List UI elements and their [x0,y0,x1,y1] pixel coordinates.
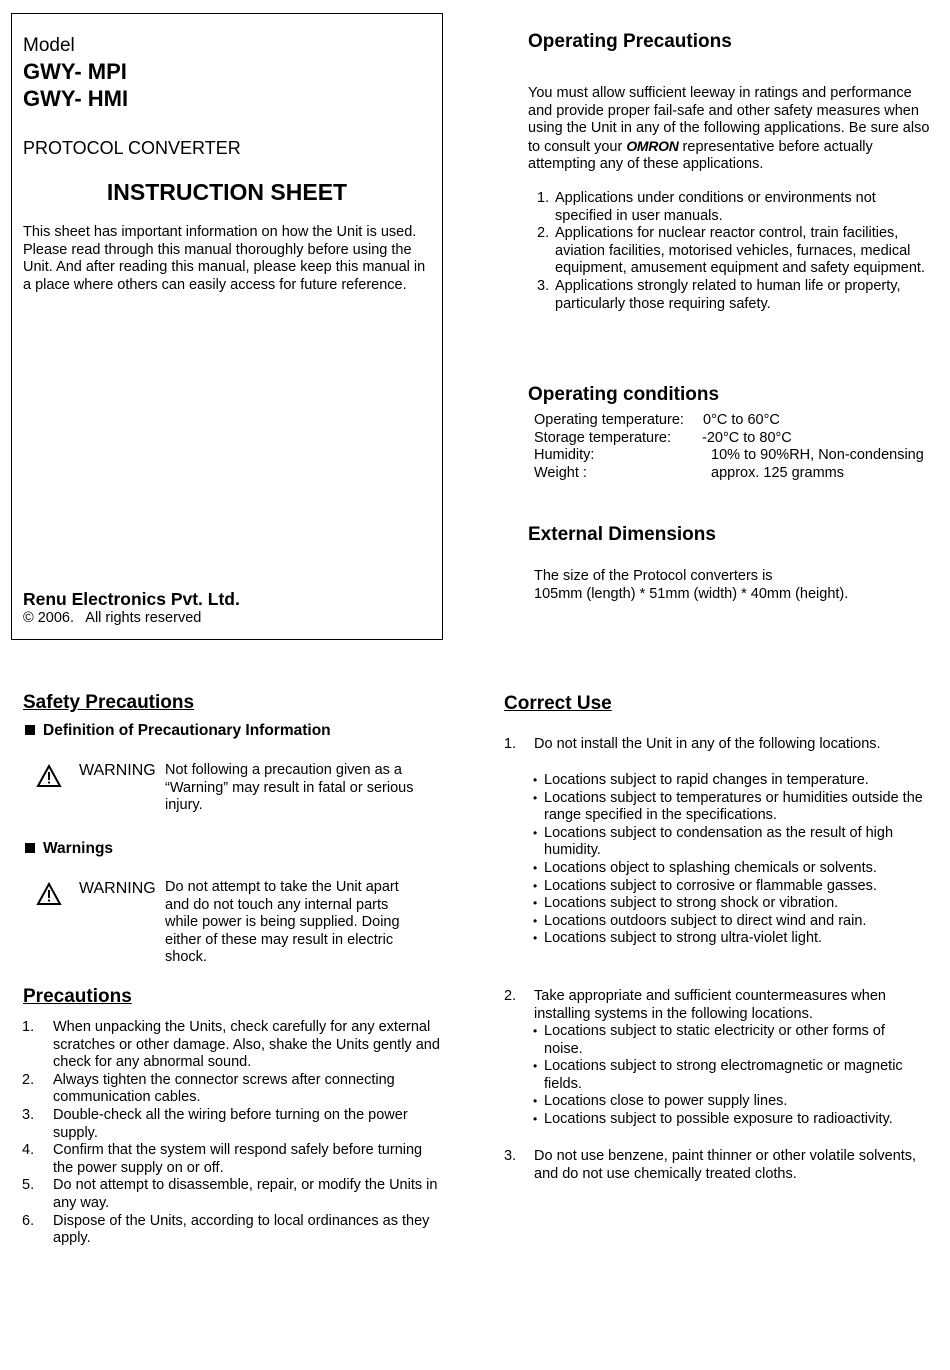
list-item: • Locations subject to rapid changes in temperature. [533,772,869,788]
list-item: 4. Confirm that the system will respond safely before turning the power supply on or off. [22,1142,423,1176]
operating-precautions-intro [528,85,936,174]
operating-precautions-heading: Operating Precautions [528,31,732,52]
correct-use-item-1-num: 1. [504,736,517,752]
warning-text: Do not attempt to take the Unit apart and do not touch any internal parts while power is being supplied. Doing either of these may result in electric shock. [165,879,400,966]
correct-use-item-2-num: 2. [504,988,517,1004]
list-item: • Locations subject to strong electromagnetic or magnetic fields. [533,1058,903,1092]
external-dimensions-heading: External Dimensions [528,524,716,545]
company-name: Renu Electronics Pvt. Ltd. [23,589,240,609]
list-item: • Locations close to power supply lines. [533,1093,788,1110]
correct-use-heading: Correct Use [504,693,612,714]
list-item: • Locations outdoors subject to direct wind and rain. [533,912,867,929]
list-item: • Locations subject to temperatures or humidities outside the range specified in the specifications. [533,789,923,824]
list-item: • Locations subject to condensation as the result of high humidity. [533,824,894,859]
warnings-heading: Warnings [25,839,113,858]
dimensions-line-1: The size of the Protocol converters is [534,568,773,584]
precautions-list [22,1019,442,1248]
condition-row: Operating temperature: 0°C to 60°C [534,412,780,428]
list-item: 6. Dispose of the Units, according to local ordinances as they apply. [22,1212,430,1247]
square-bullet-icon [25,843,35,853]
dimensions-line-2: 105mm (length) * 51mm (width) * 40mm (height). [534,586,849,602]
location-bullet-list-1 [533,772,928,948]
list-item: 5. Do not attempt to disassemble, repair, or modify the Units in any way. [22,1177,438,1211]
list-item: • Locations subject to static electricity or other forms of noise. [533,1023,885,1057]
condition-row: Storage temperature: -20°C to 80°C [534,429,792,446]
safety-precautions-heading: Safety Precautions [23,692,195,713]
operating-precautions-list [537,190,932,313]
model-name-hmi: GWY- HMI [23,86,129,111]
list-item: 2. Always tighten the connector screws after connecting communication cables. [22,1071,395,1106]
copyright: © 2006. All rights reserved [23,610,202,626]
model-label: Model [23,35,75,56]
list-item: 3. Applications strongly related to human life or property, particularly those requiring safety. [537,277,901,312]
list-item: • Locations subject to possible exposure to radioactivity. [533,1110,893,1127]
warning-triangle-icon [36,764,62,788]
list-item: 1. Applications under conditions or environments not specified in user manuals. [537,190,876,224]
list-item: 2. Applications for nuclear reactor control, train facilities, aviation facilities, motorised vehicles, furnaces, medical equipment, amusement equipment and safety equipment. [537,225,925,277]
list-item: • Locations subject to corrosive or flammable gasses. [533,877,877,894]
intro-text-before-logo: You must allow sufficient leeway in ratings and performance and provide proper fail-safe and other safety measures when using the Unit in any of the following applications. Be sure also to consult your [528,85,930,155]
square-bullet-icon [25,725,35,735]
correct-use-item-1-text: Do not install the Unit in any of the following locations. [534,736,881,752]
precautions-heading: Precautions [23,986,132,1007]
list-item: • Locations subject to strong ultra-violet light. [533,930,823,947]
correct-use-item-3-text: Do not use benzene, paint thinner or other volatile solvents, and do not use chemically treated cloths. [534,1148,917,1182]
list-item: • Locations object to splashing chemicals or solvents. [533,859,877,876]
correct-use-item-3-num: 3. [504,1148,517,1164]
definition-heading: Definition of Precautionary Information [25,721,331,740]
correct-use-item-2-text: Take appropriate and sufficient countermeasures when installing systems in the following locations. [534,988,886,1022]
condition-row: Humidity: 10% to 90%RH, Non-condensing [534,447,924,464]
omron-logo: OMRON [626,137,679,154]
operating-conditions-table [534,412,944,482]
location-bullet-list-2 [533,1023,913,1129]
warning-triangle-icon [36,882,62,906]
list-item: 1. When unpacking the Units, check carefully for any external scratches or other damage. Also, shake the Units gently and check for any abnormal sound. [22,1019,440,1071]
condition-row: Weight : approx. 125 gramms [534,464,844,481]
product-name: PROTOCOL CONVERTER [23,138,241,158]
cover-intro: This sheet has important information on how the Unit is used. Please read through this manual thoroughly before using the Unit. And after reading this manual, please keep this manual in a place where others can easily access for future reference. [23,224,426,293]
list-item: 3. Double-check all the wiring before turning on the power supply. [22,1106,408,1141]
operating-conditions-heading: Operating conditions [528,384,720,405]
model-name-mpi: GWY- MPI [23,59,127,84]
intro-text-after-logo: representative before actually attempting any of these applications. [528,138,873,173]
instruction-sheet-title: INSTRUCTION SHEET [106,179,348,205]
definition-text: Not following a precaution given as a “Warning” may result in fatal or serious injury. [165,762,414,814]
warning-label: WARNING [79,762,156,779]
list-item: • Locations subject to strong shock or vibration. [533,895,839,912]
warning-label: WARNING [79,880,156,897]
